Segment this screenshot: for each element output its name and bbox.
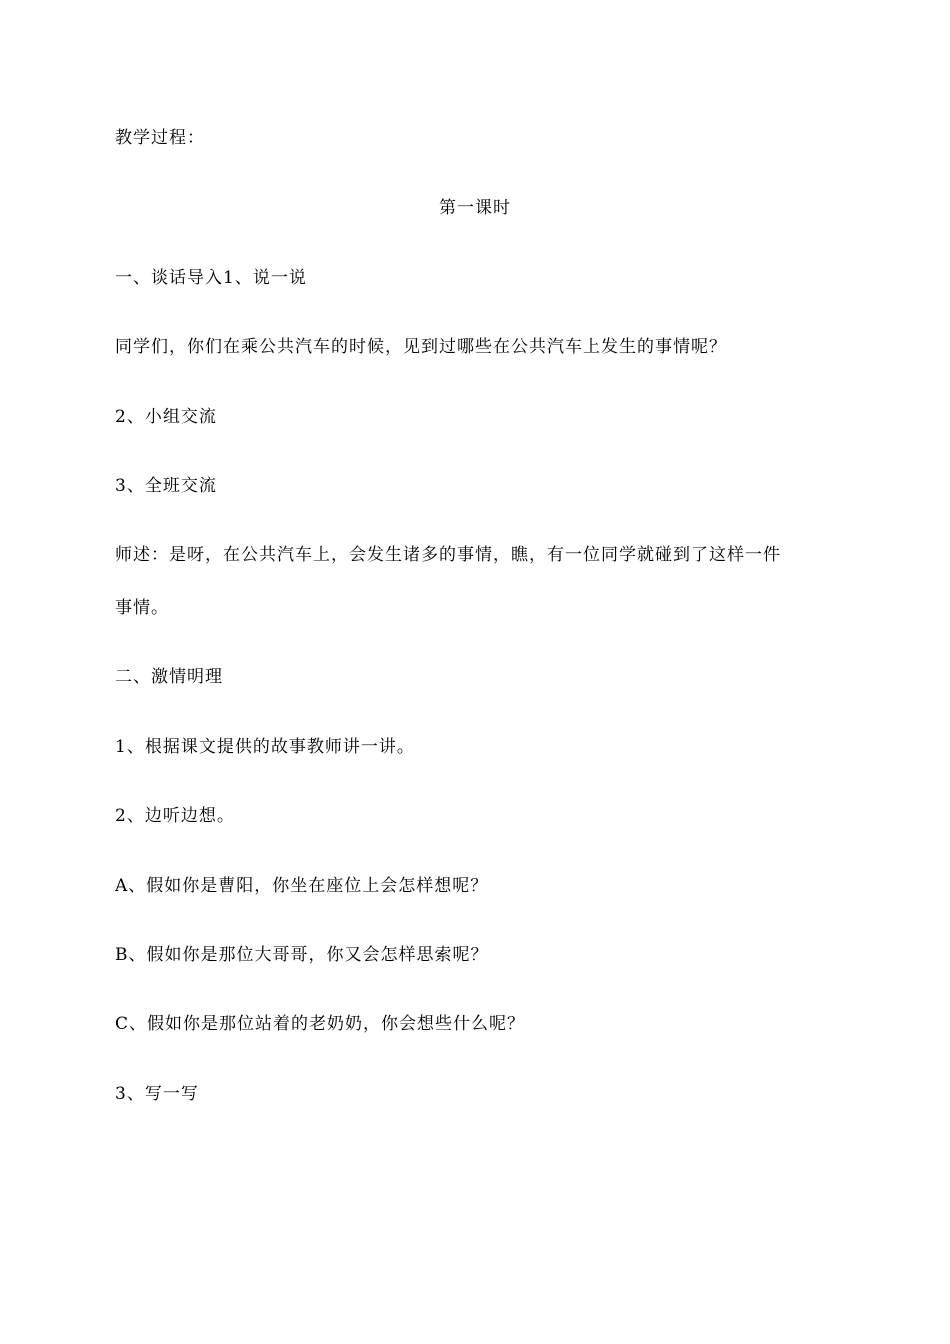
question-a: A、假如你是曹阳，你坐在座位上会怎样想呢？	[115, 876, 489, 896]
question-b: B、假如你是那位大哥哥，你又会怎样思索呢？	[115, 945, 489, 965]
step-teacher-story: 1、根据课文提供的故事教师讲一讲。	[115, 737, 415, 757]
step-class-discussion: 3、全班交流	[115, 476, 217, 496]
paragraph-teacher-narration-cont: 事情。	[115, 598, 169, 618]
step-write: 3、写一写	[115, 1084, 199, 1104]
heading-intro: 一、谈话导入1、说一说	[115, 268, 307, 288]
section-heading-teaching-process: 教学过程：	[115, 128, 205, 148]
paragraph-teacher-narration: 师述：是呀，在公共汽车上，会发生诸多的事情，瞧，有一位同学就碰到了这样一件	[115, 545, 781, 565]
lesson-title: 第一课时	[439, 198, 511, 218]
paragraph-question: 同学们，你们在乘公共汽车的时候，见到过哪些在公共汽车上发生的事情呢？	[115, 337, 727, 357]
step-group-discussion: 2、小组交流	[115, 407, 217, 427]
question-c: C、假如你是那位站着的老奶奶，你会想些什么呢？	[115, 1014, 526, 1034]
step-listen-think: 2、边听边想。	[115, 806, 235, 826]
heading-inspire: 二、激情明理	[115, 667, 223, 687]
